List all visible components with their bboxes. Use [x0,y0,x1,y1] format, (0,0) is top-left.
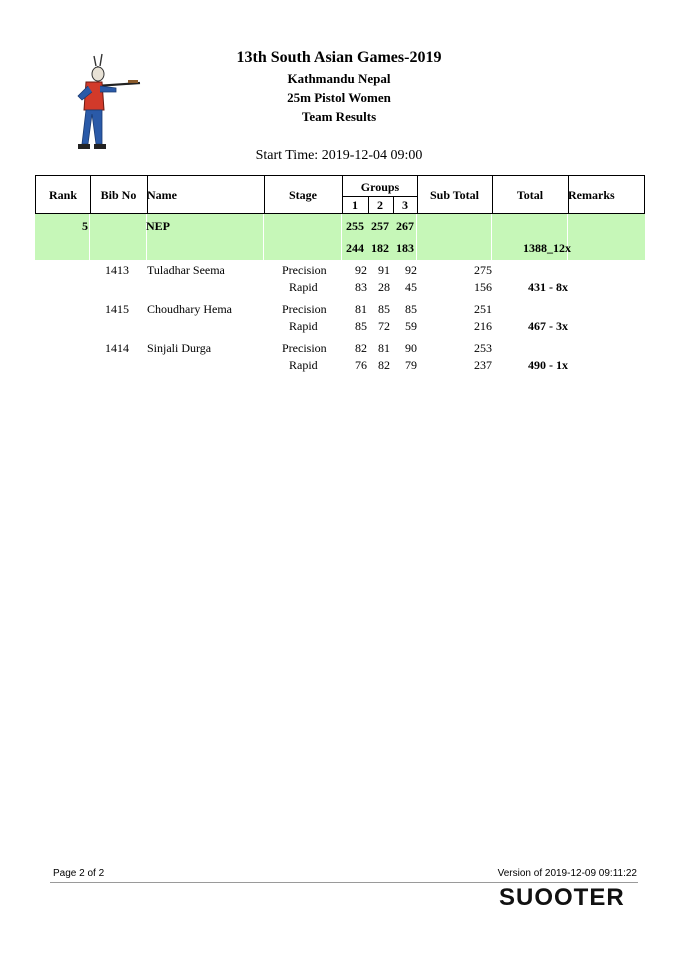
col-rank: Rank [48,188,77,202]
precision-g3: 90 [405,341,417,355]
start-time: Start Time: 2019-12-04 09:00 [255,148,423,163]
team-rank: 5 [82,219,88,233]
precision-g2: 91 [378,263,390,277]
col-group-2: 2 [377,198,383,212]
team-total: 1388_12x [523,241,571,255]
athlete-name: Tuladhar Seema [147,263,225,277]
team-precision-g1: 255 [346,219,364,233]
col-subtotal: Sub Total [429,188,480,202]
stage-precision: Precision [282,263,327,277]
rapid-g1: 83 [355,280,367,294]
stage-rapid: Rapid [289,358,318,372]
brand-logo: SUOOTER [499,884,625,911]
groups-subheader [343,196,417,215]
precision-g1: 81 [355,302,367,316]
team-rapid-g1: 244 [346,241,364,255]
rapid-g3: 45 [405,280,417,294]
results-table-header [35,175,645,214]
athlete-bib: 1415 [105,302,129,316]
precision-subtotal: 275 [474,263,492,277]
stage-rapid: Rapid [289,319,318,333]
team-name: NEP [146,219,170,233]
col-name: Name [147,188,177,202]
col-total: Total [516,188,544,202]
precision-g1: 82 [355,341,367,355]
team-precision-g2: 257 [371,219,389,233]
team-row [35,214,645,260]
col-bib: Bib No [100,188,137,202]
col-group-3: 3 [402,198,408,212]
precision-g1: 92 [355,263,367,277]
rapid-subtotal: 156 [474,280,492,294]
col-group-1: 1 [352,198,358,212]
precision-g3: 85 [405,302,417,316]
athlete-bib: 1414 [105,341,129,355]
event-title: 13th South Asian Games-2019 [236,49,442,66]
precision-subtotal: 251 [474,302,492,316]
discipline: 25m Pistol Women [287,90,391,105]
precision-g3: 92 [405,263,417,277]
stage-precision: Precision [282,302,327,316]
col-groups: Groups [360,180,400,194]
rapid-subtotal: 216 [474,319,492,333]
rapid-g1: 76 [355,358,367,372]
athlete-bib: 1413 [105,263,129,277]
precision-subtotal: 253 [474,341,492,355]
stage-rapid: Rapid [289,280,318,294]
rapid-g3: 59 [405,319,417,333]
rapid-subtotal: 237 [474,358,492,372]
athlete-name: Sinjali Durga [147,341,212,355]
athlete-total: 490 - 1x [528,358,568,372]
team-rapid-g3: 183 [396,241,414,255]
athlete-total: 431 - 8x [528,280,568,294]
rapid-g3: 79 [405,358,417,372]
precision-g2: 85 [378,302,390,316]
precision-g2: 81 [378,341,390,355]
footer-divider [50,882,638,883]
athlete-total: 467 - 3x [528,319,568,333]
games-mascot-logo [72,52,144,160]
rapid-g1: 85 [355,319,367,333]
rapid-g2: 72 [378,319,390,333]
col-remarks: Remarks [568,188,615,202]
col-stage: Stage [289,188,317,202]
report-title: Team Results [301,109,377,124]
rapid-g2: 82 [378,358,390,372]
stage-precision: Precision [282,341,327,355]
venue: Kathmandu Nepal [287,71,391,86]
team-rapid-g2: 182 [371,241,389,255]
version-info: Version of 2019-12-09 09:11:22 [497,868,637,879]
team-precision-g3: 267 [396,219,414,233]
athlete-name: Choudhary Hema [147,302,232,316]
page-number: Page 2 of 2 [53,868,105,879]
rapid-g2: 28 [378,280,390,294]
